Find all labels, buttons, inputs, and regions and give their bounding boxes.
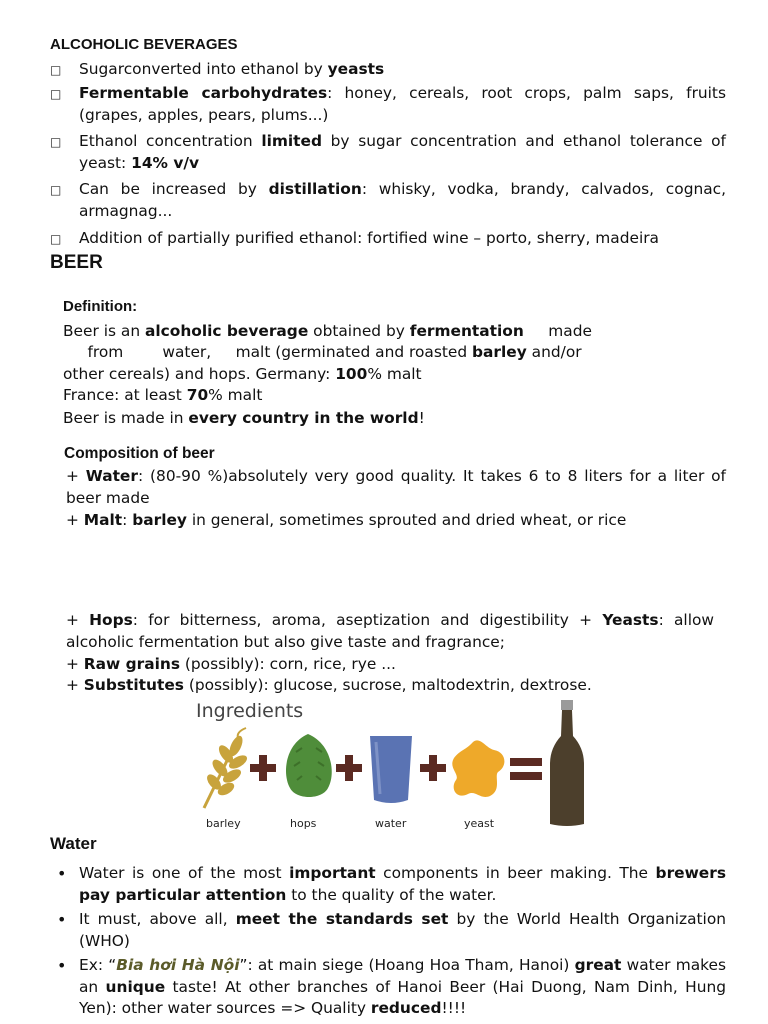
- text-bold: important: [289, 864, 376, 882]
- equals-icon: [510, 758, 542, 780]
- text: Ex: “: [79, 956, 117, 974]
- text-bold: Fermentable carbohydrates: [79, 84, 328, 102]
- definition-line: [63, 385, 262, 407]
- list-item-text: [79, 131, 726, 174]
- text: water makes an: [79, 956, 726, 996]
- text: other cereals) and hops. Germany:: [63, 365, 336, 383]
- text: in general, sometimes sprouted and dried wheat, or rice: [186, 511, 627, 529]
- list-item: [0, 83, 768, 127]
- text: to the quality of the water.: [286, 885, 497, 904]
- text-bold: Hops: [89, 611, 133, 629]
- bullet-icon: □: [50, 87, 62, 101]
- text-bold: barley: [132, 511, 187, 529]
- text: taste! At other branches of Hanoi Beer (Hai Duong, Nam Dinh, Hung Yen): other water sources => Quality: [79, 977, 727, 1018]
- text: : for bitterness, aroma, aseptization and digestibility +: [132, 611, 603, 629]
- bullet-icon: □: [50, 135, 62, 149]
- hops-icon: [286, 734, 332, 797]
- ingredients-title: Ingredients: [196, 700, 304, 722]
- definition-label: Definition:: [63, 298, 138, 315]
- text-bold: Water: [85, 467, 138, 485]
- composition-item-malt: [66, 510, 726, 532]
- text: Beer is an: [63, 322, 145, 340]
- bullet-icon: □: [50, 232, 62, 246]
- text: France: at least: [63, 386, 187, 404]
- ingredient-label-barley: barley: [206, 817, 241, 830]
- composition-item-water: [66, 466, 726, 509]
- definition-line: [63, 408, 425, 430]
- text: It must, above all,: [79, 910, 236, 928]
- text: % malt: [208, 386, 263, 404]
- text-bold: 70: [186, 386, 209, 404]
- plus-icon: [336, 755, 362, 781]
- definition-line: [63, 364, 422, 386]
- text: +: [66, 511, 84, 529]
- bullet-icon: •: [57, 864, 67, 883]
- text-bold: barley: [472, 343, 527, 361]
- text-bold: brewers pay particular attention: [79, 864, 726, 904]
- yeast-icon: [452, 740, 504, 797]
- composition-item-hops: [66, 610, 714, 653]
- ingredient-label-yeast: yeast: [464, 817, 495, 830]
- text-bold: Raw grains: [83, 655, 180, 673]
- text: from water, malt (germinated and roasted: [63, 343, 473, 361]
- text: made: [523, 322, 592, 340]
- text: !!!!: [441, 999, 467, 1018]
- bullet-icon: □: [50, 183, 62, 197]
- text-emphasis: Bia hơi Hà Nội: [116, 956, 240, 974]
- bullet-icon: •: [57, 910, 67, 929]
- section-heading-water: Water: [50, 834, 97, 853]
- list-item: [0, 131, 768, 175]
- text-bold: unique: [105, 977, 166, 996]
- list-item: [0, 863, 768, 907]
- water-glass-icon: [370, 736, 412, 803]
- text: (possibly): glucose, sucrose, maltodextrin, dextrose.: [183, 676, 592, 694]
- text-bold: distillation: [268, 180, 362, 198]
- section-heading-alcoholic-beverages: ALCOHOLIC BEVERAGES: [50, 36, 238, 53]
- text: : whisky, vodka, brandy, calvados, cognac, armagnag...: [79, 180, 726, 220]
- list-item-text: [79, 59, 726, 81]
- text: Water is one of the most: [79, 864, 290, 882]
- text: :: [122, 511, 133, 529]
- text: components in beer making. The: [375, 864, 656, 882]
- text-bold: meet the standards set: [235, 910, 449, 928]
- list-item: [0, 179, 768, 223]
- text-bold: yeasts: [327, 60, 385, 78]
- composition-heading: Composition of beer: [64, 445, 215, 462]
- definition-line: [63, 321, 592, 343]
- ingredients-svg: [190, 696, 600, 830]
- text: % malt: [367, 365, 422, 383]
- text: obtained by: [308, 322, 410, 340]
- text-bold: Malt: [83, 511, 123, 529]
- text-bold: 100: [335, 365, 368, 383]
- barley-icon: [204, 728, 249, 808]
- text: by sugar concentration and ethanol tolerance of yeast:: [79, 132, 726, 172]
- text: : honey, cereals, root crops, palm saps, fruits (grapes, apples, pears, plums...): [79, 84, 726, 124]
- plus-icon: [250, 755, 276, 781]
- text-bold: reduced: [370, 999, 442, 1018]
- text: : allow alcoholic fermentation but also give taste and fragrance;: [66, 611, 714, 651]
- text: Can be increased by: [79, 180, 269, 198]
- plus-icon: [420, 755, 446, 781]
- list-item-text: [79, 863, 726, 906]
- text: ”: at main siege (Hoang Hoa Tham, Hanoi): [239, 956, 575, 974]
- list-item: [0, 955, 768, 1021]
- bullet-icon: •: [57, 956, 67, 975]
- ingredients-diagram: [190, 696, 600, 830]
- ingredient-label-water: water: [375, 817, 407, 830]
- text-bold: limited: [261, 132, 322, 150]
- text: Beer is made in: [63, 409, 189, 427]
- text: by the World Health Organization (WHO): [79, 910, 727, 950]
- composition-item-substitutes: [66, 675, 726, 697]
- text: Ethanol concentration: [79, 132, 262, 150]
- text-bold: every country in the world: [188, 409, 419, 427]
- text-bold: great: [574, 956, 622, 974]
- list-item: [0, 228, 768, 250]
- text: and/or: [526, 343, 582, 361]
- text-bold: alcoholic beverage: [144, 322, 309, 340]
- text-bold: fermentation: [409, 322, 524, 340]
- definition-line: [63, 342, 582, 364]
- text-bold: Yeasts: [602, 611, 659, 629]
- list-item: [0, 909, 768, 953]
- list-item-text: [79, 909, 726, 952]
- text: (possibly): corn, rice, rye ...: [180, 655, 396, 673]
- list-item: [0, 59, 768, 81]
- text: +: [66, 467, 86, 485]
- ingredient-label-hops: hops: [290, 817, 317, 830]
- section-heading-beer: BEER: [50, 252, 103, 273]
- bullet-icon: □: [50, 63, 62, 77]
- list-item-text: [79, 955, 726, 1020]
- text: +: [66, 611, 90, 629]
- text-bold: 14% v/v: [131, 153, 200, 172]
- text: +: [66, 655, 84, 673]
- beer-bottle-icon: [550, 700, 584, 826]
- text: : (80-90 %)absolutely very good quality. It takes 6 to 8 liters for a liter of beer made: [66, 467, 726, 507]
- text: Sugarconverted into ethanol by: [79, 60, 328, 78]
- list-item-text: [79, 179, 726, 222]
- text: !: [418, 409, 425, 427]
- list-item-text: Addition of partially purified ethanol: fortified wine – porto, sherry, madeira: [79, 229, 659, 247]
- text: +: [66, 676, 84, 694]
- composition-item-raw-grains: [66, 654, 726, 676]
- text-bold: Substitutes: [83, 676, 184, 694]
- list-item-text: [79, 83, 726, 126]
